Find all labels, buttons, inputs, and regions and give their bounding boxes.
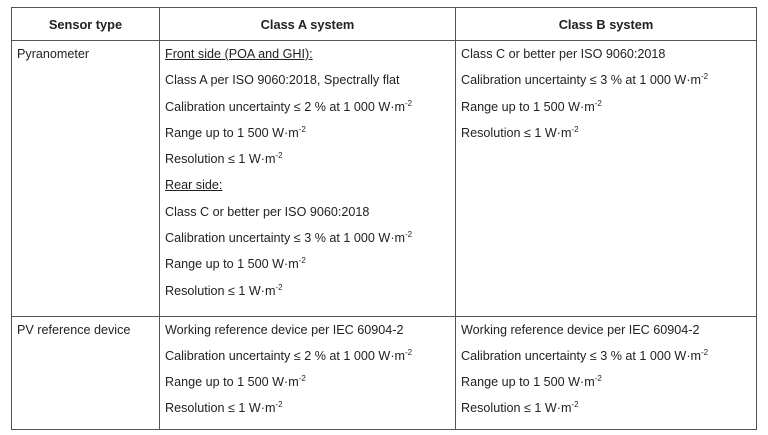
spec-text: Resolution ≤ 1 W·m <box>165 401 276 415</box>
spec-text: Calibration uncertainty ≤ 3 % at 1 000 W·m <box>461 73 702 88</box>
spec-text: Calibration uncertainty ≤ 3 % at 1 000 W·m <box>165 231 406 246</box>
spec-line <box>461 44 751 70</box>
spec-text: Range up to 1 500 W·m <box>165 257 299 272</box>
spec-line <box>461 97 751 123</box>
header-class-b: Class B system <box>456 8 757 41</box>
spec-line <box>165 149 450 175</box>
spec-line <box>165 372 450 398</box>
spec-text: Resolution ≤ 1 W·m <box>165 283 276 298</box>
sensor-requirements-table <box>11 7 757 430</box>
spec-line <box>165 281 450 307</box>
spec-line <box>165 202 450 228</box>
spec-text: Working reference device per IEC 60904-2 <box>165 323 404 337</box>
spec-line <box>165 123 450 149</box>
spec-line <box>461 398 751 424</box>
spec-text: Resolution ≤ 1 W·m <box>461 125 572 140</box>
spec-line <box>165 97 450 123</box>
unit-exponent: -2 <box>405 98 413 108</box>
class-a-cell <box>160 317 456 430</box>
spec-subheading <box>165 175 450 201</box>
spec-text: Class C or better per ISO 9060:2018 <box>461 47 666 61</box>
table-row-pyranometer <box>12 41 757 317</box>
spec-line <box>461 346 751 372</box>
spec-line <box>165 70 450 96</box>
sensor-type-label: PV reference device <box>17 323 131 337</box>
spec-text: Class A per ISO 9060:2018, Spectrally flat <box>165 73 400 88</box>
spec-text: Range up to 1 500 W·m <box>165 125 299 140</box>
unit-exponent: -2 <box>298 374 306 383</box>
sensor-type-label: Pyranometer <box>17 47 90 61</box>
spec-line <box>165 254 450 280</box>
sensor-type-cell <box>12 317 160 430</box>
unit-exponent: -2 <box>701 348 709 357</box>
unit-exponent: -2 <box>571 400 579 409</box>
spec-line <box>461 372 751 398</box>
spec-text: Calibration uncertainty ≤ 2 % at 1 000 W·m <box>165 349 406 363</box>
spec-subheading <box>165 44 450 70</box>
spec-text: Calibration uncertainty ≤ 2 % at 1 000 W·m <box>165 99 406 114</box>
header-row <box>12 8 757 41</box>
spec-line <box>461 123 751 149</box>
spec-line <box>461 70 751 96</box>
table-row-pv-reference <box>12 317 757 430</box>
spec-text: Range up to 1 500 W·m <box>165 375 299 389</box>
spec-text: Resolution ≤ 1 W·m <box>461 401 572 415</box>
spec-text: Front side (POA and GHI): <box>165 47 313 61</box>
unit-exponent: -2 <box>298 124 306 134</box>
spec-text: Rear side: <box>165 178 223 193</box>
unit-exponent: -2 <box>405 348 413 357</box>
unit-exponent: -2 <box>594 98 602 108</box>
spec-text: Class C or better per ISO 9060:2018 <box>165 204 370 219</box>
unit-exponent: -2 <box>571 124 579 134</box>
header-class-a: Class A system <box>160 8 456 41</box>
spec-text: Working reference device per IEC 60904-2 <box>461 323 700 337</box>
unit-exponent: -2 <box>275 151 283 161</box>
unit-exponent: -2 <box>405 230 413 240</box>
unit-exponent: -2 <box>298 256 306 266</box>
spec-text: Calibration uncertainty ≤ 3 % at 1 000 W·m <box>461 349 702 363</box>
spec-text: Range up to 1 500 W·m <box>461 99 595 114</box>
spec-text: Range up to 1 500 W·m <box>461 375 595 389</box>
unit-exponent: -2 <box>275 400 283 409</box>
class-a-cell <box>160 41 456 317</box>
spec-line <box>165 398 450 424</box>
header-sensor-type: Sensor type <box>12 8 160 41</box>
spec-line <box>165 346 450 372</box>
class-b-cell <box>456 317 757 430</box>
spec-line <box>461 320 751 346</box>
sensor-type-cell <box>12 41 160 317</box>
unit-exponent: -2 <box>275 282 283 292</box>
class-b-cell <box>456 41 757 317</box>
unit-exponent: -2 <box>594 374 602 383</box>
spec-line <box>165 228 450 254</box>
spec-text: Resolution ≤ 1 W·m <box>165 152 276 167</box>
unit-exponent: -2 <box>701 72 709 82</box>
spec-line <box>165 320 450 346</box>
